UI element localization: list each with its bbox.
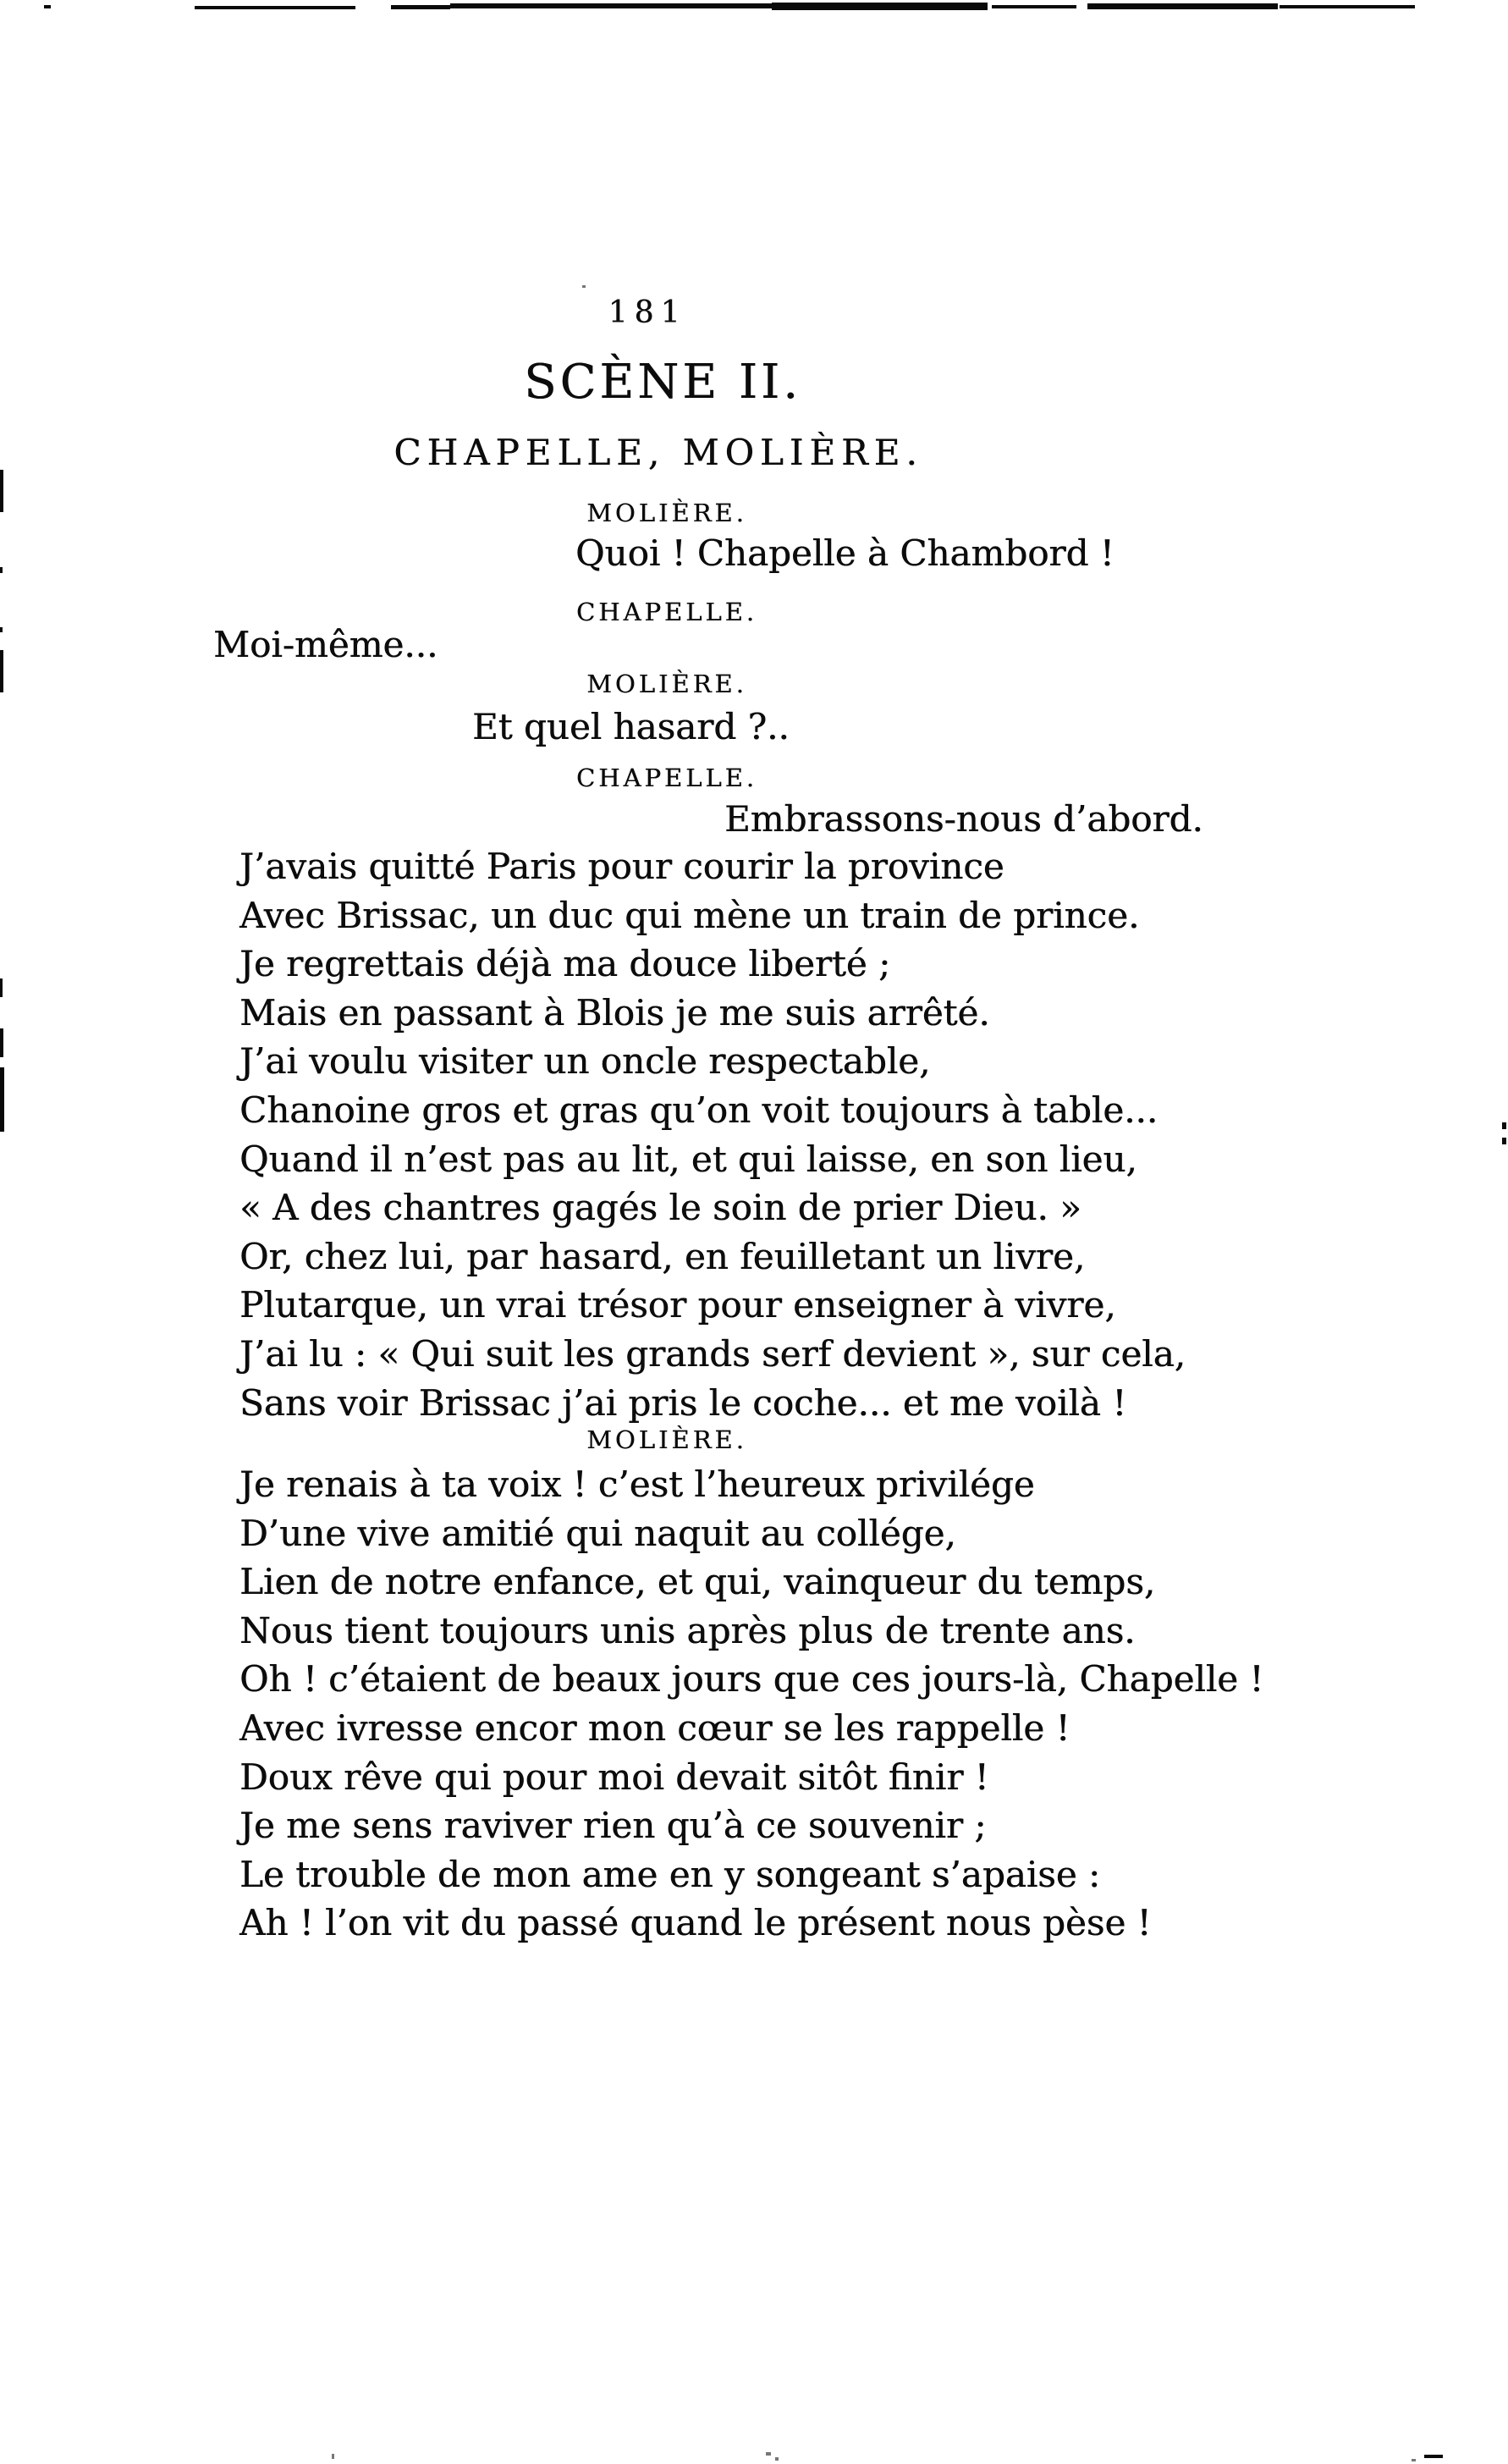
scan-artifact xyxy=(1502,1122,1506,1129)
scan-artifact xyxy=(992,5,1076,8)
verse-line: Quand il n’est pas au lit, et qui laisse, en son lieu, xyxy=(239,1138,1137,1180)
scan-artifact xyxy=(391,5,450,9)
scan-artifact xyxy=(0,650,3,692)
scan-artifact xyxy=(772,3,988,10)
dialogue-line: Moi-même... xyxy=(213,624,438,665)
scan-artifact xyxy=(0,567,3,573)
verse-line: Oh ! c’étaient de beaux jours que ces jours-là, Chapelle ! xyxy=(239,1658,1264,1701)
verse-line: Lien de notre enfance, et qui, vainqueur du temps, xyxy=(239,1561,1156,1603)
scan-artifact xyxy=(44,5,51,8)
verse-line: « A des chantres gagés le soin de prier Dieu. » xyxy=(239,1187,1081,1229)
speaker-label-moliere: MOLIÈRE. xyxy=(586,499,747,527)
scan-artifact xyxy=(0,1067,4,1132)
scan-artifact xyxy=(1424,2455,1443,2458)
verse-line: Ah ! l’on vit du passé quand le présent nous pèse ! xyxy=(239,1902,1152,1944)
speaker-label-moliere: MOLIÈRE. xyxy=(586,670,747,698)
scan-artifact xyxy=(1280,5,1415,8)
verse-line: Avec Brissac, un duc qui mène un train de prince. xyxy=(239,894,1140,936)
scan-artifact xyxy=(450,3,772,8)
scan-artifact xyxy=(0,470,3,512)
verse-line: Le trouble de mon ame en y songeant s’apaise : xyxy=(239,1853,1101,1895)
scan-artifact xyxy=(0,627,3,632)
verse-line: Chanoine gros et gras qu’on voit toujours à table... xyxy=(239,1089,1159,1131)
verse-line: J’ai lu : « Qui suit les grands serf devient », sur cela, xyxy=(239,1332,1186,1375)
verse-line: J’ai voulu visiter un oncle respectable, xyxy=(239,1040,931,1083)
verse-line: D’une vive amitié qui naquit au collége, xyxy=(239,1512,956,1554)
verse-line: Je renais à ta voix ! c’est l’heureux privilége xyxy=(239,1464,1035,1505)
dialogue-line: Et quel hasard ?.. xyxy=(472,706,790,747)
verse-line: Or, chez lui, par hasard, en feuilletant un livre, xyxy=(239,1235,1086,1277)
verse-line: Nous tient toujours unis après plus de trente ans. xyxy=(239,1609,1136,1651)
speaker-label-chapelle: CHAPELLE. xyxy=(575,763,758,792)
speaker-label-moliere: MOLIÈRE. xyxy=(586,1425,747,1454)
scan-artifact xyxy=(775,2457,779,2461)
verse-line: Avec ivresse encor mon cœur se les rappelle ! xyxy=(239,1706,1070,1749)
page-number: 181 xyxy=(608,295,687,330)
dialogue-line: Embrassons-nous d’abord. xyxy=(724,798,1203,840)
verse-line: Je me sens raviver rien qu’à ce souvenir ; xyxy=(239,1805,987,1847)
verse-line: Sans voir Brissac j’ai pris le coche... et me voilà ! xyxy=(239,1381,1127,1424)
scan-artifact xyxy=(1412,2459,1416,2461)
verse-line: J’avais quitté Paris pour courir la province xyxy=(239,846,1004,887)
scan-artifact xyxy=(582,285,586,288)
verse-line: Je regrettais déjà ma douce liberté ; xyxy=(239,943,891,985)
scan-artifact xyxy=(1087,3,1278,9)
scan-artifact xyxy=(1502,1138,1506,1144)
scan-artifact xyxy=(332,2454,334,2459)
moliere-tirade xyxy=(239,1460,1263,1948)
chapelle-tirade xyxy=(239,842,1186,1427)
scene-title: SCÈNE II. xyxy=(524,355,801,410)
speaker-label-chapelle: CHAPELLE. xyxy=(575,598,758,626)
dialogue-line: Quoi ! Chapelle à Chambord ! xyxy=(575,532,1114,574)
verse-line: Mais en passant à Blois je me suis arrêté. xyxy=(239,991,990,1034)
verse-line: Doux rêve qui pour moi devait sitôt finir ! xyxy=(239,1756,989,1798)
scan-artifact xyxy=(195,6,355,9)
scan-artifact xyxy=(0,978,3,997)
scan-artifact xyxy=(766,2452,771,2456)
verse-line: Plutarque, un vrai trésor pour enseigner à vivre, xyxy=(239,1284,1116,1326)
scan-artifact xyxy=(0,1028,3,1057)
characters-heading: CHAPELLE, MOLIÈRE. xyxy=(394,432,923,473)
